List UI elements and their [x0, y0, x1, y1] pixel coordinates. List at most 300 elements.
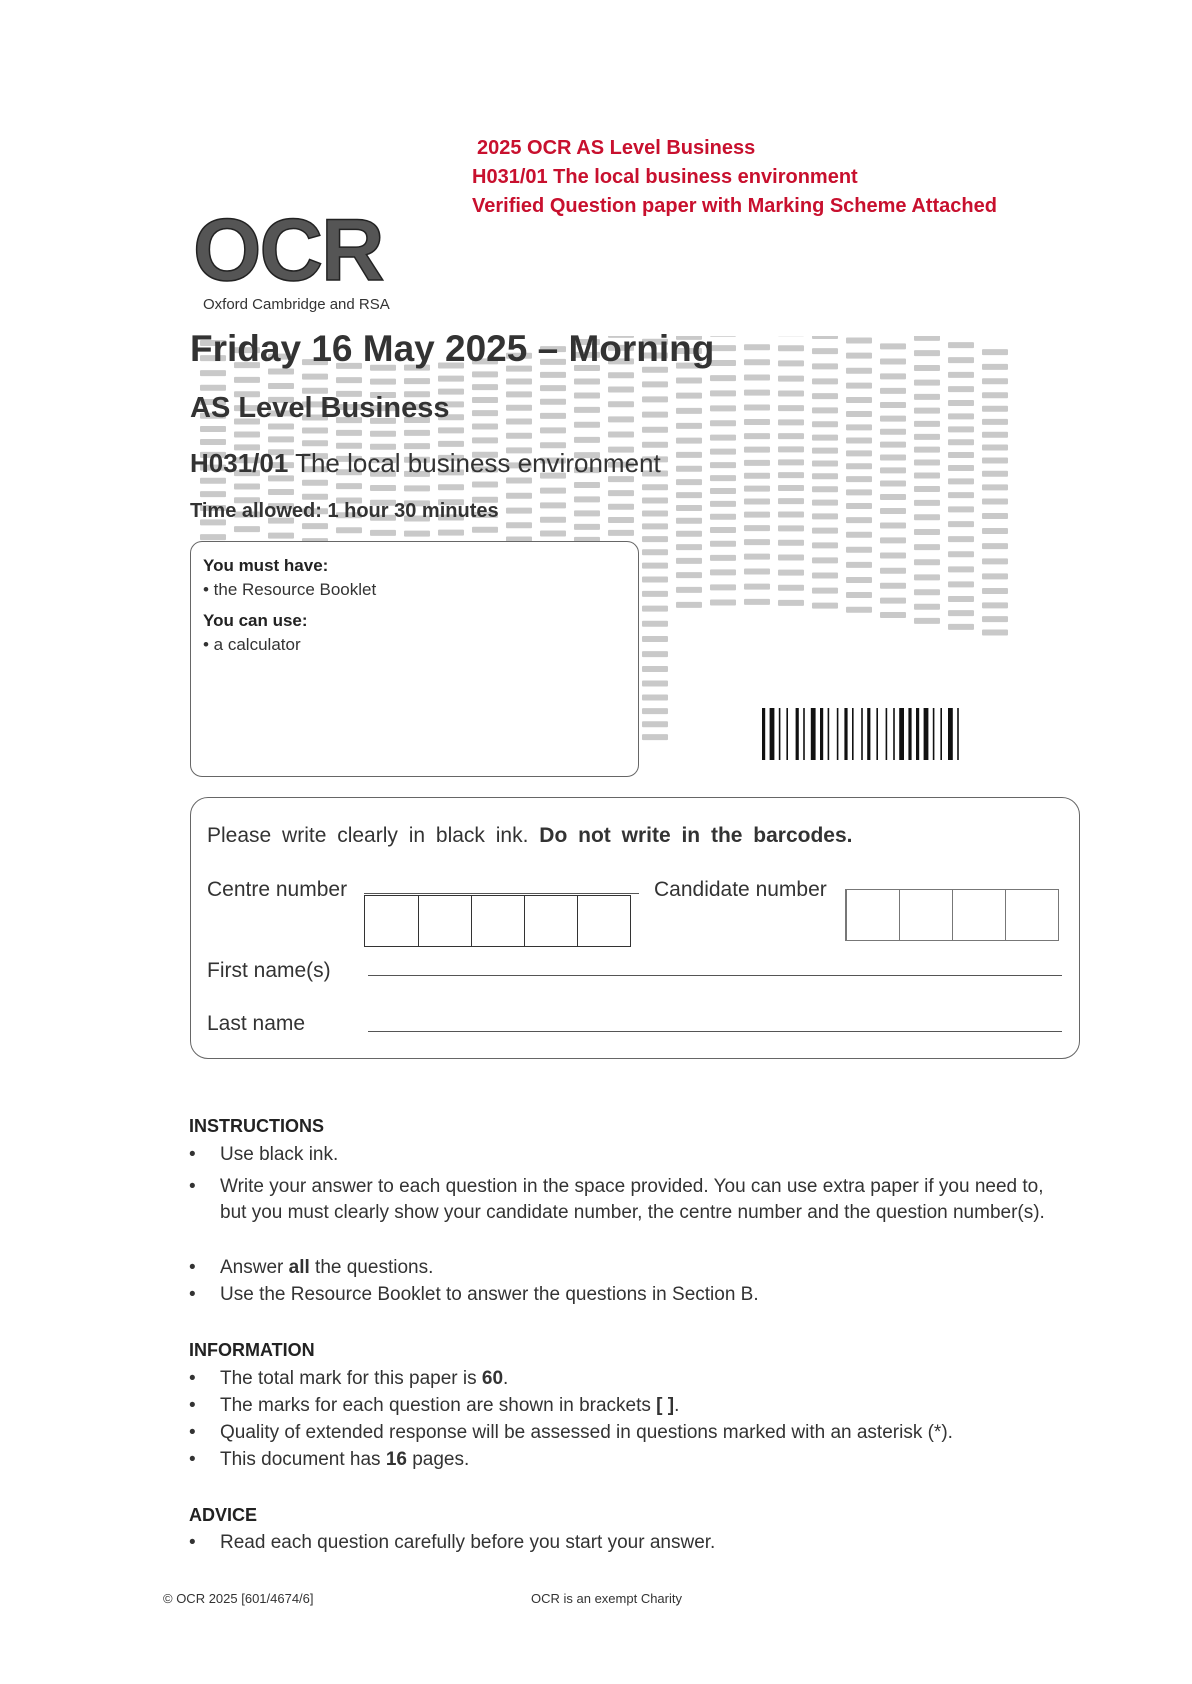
last-name-field[interactable]	[368, 1031, 1062, 1032]
instructions-heading: INSTRUCTIONS	[189, 1116, 324, 1136]
pattern-mark	[846, 411, 872, 417]
pattern-mark	[608, 432, 634, 438]
pattern-mark	[506, 418, 532, 424]
centre-number-top-rule	[364, 893, 639, 894]
pattern-mark	[642, 498, 668, 504]
pattern-mark	[642, 651, 668, 657]
pattern-mark	[846, 424, 872, 430]
first-name-field[interactable]	[368, 975, 1062, 976]
pattern-mark	[778, 345, 804, 351]
pattern-mark	[302, 494, 328, 500]
information-heading: INFORMATION	[189, 1340, 315, 1360]
pattern-mark	[778, 485, 804, 491]
barcode-bar	[837, 708, 839, 760]
pattern-mark	[982, 498, 1008, 504]
pattern-mark	[846, 476, 872, 482]
pattern-mark	[676, 518, 702, 524]
pattern-mark	[778, 525, 804, 531]
pattern-mark	[846, 503, 872, 509]
pattern-mark	[778, 459, 804, 465]
pattern-mark	[914, 589, 940, 595]
exam-code-line	[190, 448, 661, 479]
pattern-mark	[948, 413, 974, 419]
must-have-heading: You must have:	[203, 556, 329, 575]
pattern-mark	[948, 610, 974, 616]
candidate-digit-box[interactable]	[899, 890, 952, 940]
pattern-mark	[982, 588, 1008, 594]
pattern-mark	[574, 378, 600, 384]
pattern-mark	[710, 527, 736, 533]
pattern-mark	[846, 517, 872, 523]
pattern-mark	[744, 569, 770, 575]
barcode-bar	[886, 708, 888, 760]
pattern-mark	[574, 482, 600, 488]
footer-charity: OCR is an exempt Charity	[531, 1591, 682, 1606]
instruction-text: Use the Resource Booklet to answer the questions in Section B.	[220, 1284, 759, 1305]
pattern-mark	[880, 429, 906, 435]
barcode-bar	[899, 708, 904, 760]
pattern-mark	[574, 392, 600, 398]
pattern-mark	[370, 379, 396, 385]
pattern-mark	[642, 721, 668, 727]
pattern-mark	[642, 412, 668, 418]
pattern-mark	[778, 472, 804, 478]
pattern-mark	[472, 397, 498, 403]
pattern-mark	[812, 435, 838, 441]
pattern-mark	[982, 392, 1008, 398]
pattern-mark	[744, 584, 770, 590]
pattern-mark	[642, 591, 668, 597]
pattern-mark	[200, 491, 226, 497]
pattern-mark	[880, 442, 906, 448]
barcode	[758, 708, 1046, 768]
requirements-box	[190, 541, 639, 777]
pattern-mark	[540, 413, 566, 419]
pattern-mark	[778, 360, 804, 366]
pattern-mark	[676, 452, 702, 458]
pattern-mark	[642, 536, 668, 542]
instruction-text: Answer all the questions.	[220, 1257, 434, 1278]
exam-code: H031/01	[190, 448, 289, 478]
pattern-mark	[846, 577, 872, 583]
pattern-mark	[540, 502, 566, 508]
pattern-mark	[880, 467, 906, 473]
pattern-mark	[642, 510, 668, 516]
pattern-mark	[710, 375, 736, 381]
pattern-mark	[812, 336, 838, 339]
pattern-mark	[370, 485, 396, 491]
pattern-mark	[982, 457, 1008, 463]
logo-text: OCR	[193, 210, 383, 290]
pattern-mark	[948, 439, 974, 445]
pattern-mark	[880, 598, 906, 604]
pattern-mark	[744, 374, 770, 380]
pattern-mark	[846, 532, 872, 538]
barcode-bar	[893, 708, 895, 760]
pattern-mark	[574, 422, 600, 428]
candidate-number-label: Candidate number	[654, 878, 827, 901]
pattern-mark	[812, 460, 838, 466]
barcode-note: Do not write in the barcodes.	[539, 824, 853, 847]
exam-title: The local business environment	[295, 448, 661, 478]
pattern-mark	[880, 416, 906, 422]
pattern-mark	[676, 531, 702, 537]
can-use-heading: You can use:	[203, 611, 308, 630]
pattern-mark	[540, 399, 566, 405]
barcode-bar	[908, 708, 911, 760]
pattern-mark	[914, 380, 940, 386]
pattern-mark	[880, 388, 906, 394]
pattern-mark	[846, 438, 872, 444]
pattern-mark	[370, 431, 396, 437]
pattern-mark	[744, 498, 770, 504]
pattern-mark	[982, 349, 1008, 355]
pattern-mark	[438, 441, 464, 447]
pattern-mark	[574, 510, 600, 516]
pattern-mark	[812, 572, 838, 578]
pattern-mark	[642, 381, 668, 387]
pattern-mark	[642, 666, 668, 672]
pattern-mark	[812, 348, 838, 354]
barcode-bar	[940, 708, 942, 760]
pattern-mark	[948, 521, 974, 527]
footer-copyright: © OCR 2025 [601/4674/6]	[163, 1591, 314, 1606]
pattern-mark	[540, 531, 566, 537]
barcode-bar	[948, 708, 953, 760]
barcode-bar	[820, 708, 823, 760]
centre-number-grid[interactable]	[364, 895, 631, 947]
pattern-mark	[948, 551, 974, 557]
pattern-mark	[268, 533, 294, 539]
pattern-mark	[778, 419, 804, 425]
pattern-mark	[982, 513, 1008, 519]
pattern-mark	[268, 436, 294, 442]
pattern-mark	[710, 420, 736, 426]
pattern-mark	[846, 592, 872, 598]
barcode-bar	[861, 708, 863, 760]
pattern-mark	[914, 529, 940, 535]
pattern-mark	[540, 385, 566, 391]
pattern-mark	[472, 371, 498, 377]
pattern-mark	[948, 566, 974, 572]
ink-note: Please write clearly in black ink.	[207, 824, 529, 847]
pattern-mark	[880, 373, 906, 379]
pattern-mark	[812, 393, 838, 399]
pattern-mark	[880, 523, 906, 529]
pattern-mark	[404, 531, 430, 537]
pattern-mark	[948, 506, 974, 512]
barcode-bar	[867, 708, 870, 760]
pattern-mark	[914, 394, 940, 400]
information-text: Quality of extended response will be assessed in questions marked with an asterisk (*).	[220, 1422, 953, 1443]
pattern-mark	[540, 517, 566, 523]
barcode-bar	[844, 708, 847, 760]
centre-digit-box[interactable]	[577, 896, 630, 946]
pattern-mark	[846, 450, 872, 456]
pattern-mark	[778, 446, 804, 452]
pattern-mark	[642, 621, 668, 627]
pattern-mark	[676, 492, 702, 498]
pattern-mark	[744, 359, 770, 365]
pattern-mark	[676, 558, 702, 564]
pattern-mark	[846, 463, 872, 469]
pattern-mark	[948, 581, 974, 587]
candidate-digit-box[interactable]	[952, 890, 1005, 940]
pattern-mark	[778, 391, 804, 397]
information-text: The total mark for this paper is 60.	[220, 1368, 509, 1389]
pattern-mark	[982, 364, 1008, 370]
information-text: This document has 16 pages.	[220, 1449, 470, 1470]
pattern-mark	[880, 358, 906, 364]
pattern-mark	[710, 599, 736, 605]
pattern-mark	[948, 452, 974, 458]
barcode-bar	[811, 708, 816, 760]
pattern-mark	[642, 694, 668, 700]
pattern-mark	[642, 577, 668, 583]
pattern-mark	[914, 336, 940, 341]
pattern-mark	[438, 530, 464, 536]
pattern-mark	[778, 600, 804, 606]
pattern-mark	[438, 427, 464, 433]
can-use-item: • a calculator	[203, 635, 301, 654]
pattern-mark	[948, 357, 974, 363]
pattern-mark	[710, 405, 736, 411]
pattern-mark	[642, 549, 668, 555]
pattern-mark	[200, 370, 226, 376]
pattern-mark	[812, 588, 838, 594]
pattern-mark	[744, 525, 770, 531]
pattern-mark	[642, 523, 668, 529]
exam-date: Friday 16 May 2025 – Morning	[190, 328, 715, 369]
pattern-mark	[982, 602, 1008, 608]
centre-digit-box[interactable]	[365, 896, 418, 946]
pattern-mark	[744, 390, 770, 396]
pattern-mark	[948, 342, 974, 348]
pattern-mark	[302, 523, 328, 529]
pattern-mark	[880, 343, 906, 349]
candidate-digit-box[interactable]	[846, 890, 899, 940]
pattern-mark	[676, 544, 702, 550]
candidate-number-grid[interactable]	[845, 889, 1059, 941]
pattern-mark	[778, 433, 804, 439]
pattern-mark	[302, 427, 328, 433]
pattern-mark	[472, 482, 498, 488]
barcode-bar	[852, 708, 854, 760]
pattern-mark	[880, 481, 906, 487]
pattern-mark	[982, 630, 1008, 636]
pattern-mark	[404, 485, 430, 491]
pattern-mark	[744, 599, 770, 605]
pattern-mark	[778, 570, 804, 576]
pattern-mark	[914, 408, 940, 414]
pattern-mark	[642, 636, 668, 642]
pattern-mark	[642, 484, 668, 490]
pattern-mark	[880, 537, 906, 543]
pattern-mark	[676, 393, 702, 399]
pattern-mark	[846, 337, 872, 343]
pattern-mark	[676, 572, 702, 578]
first-name-label: First name(s)	[207, 959, 331, 982]
pattern-mark	[948, 624, 974, 630]
barcode-bar	[770, 708, 775, 760]
pattern-mark	[710, 541, 736, 547]
instruction-text: Write your answer to each question in the space provided. You can use extra paper if you need to, but you must clearly show your candidate number, the centre number and the question number(s).	[220, 1176, 1045, 1223]
pattern-mark	[948, 386, 974, 392]
pattern-mark	[302, 480, 328, 486]
header-line-2: H031/01 The local business environment	[472, 166, 858, 188]
pattern-mark	[404, 430, 430, 436]
pattern-mark	[778, 498, 804, 504]
pattern-mark	[608, 372, 634, 378]
pattern-mark	[982, 419, 1008, 425]
pattern-mark	[302, 374, 328, 380]
pattern-mark	[880, 508, 906, 514]
pattern-mark	[506, 433, 532, 439]
pattern-mark	[676, 423, 702, 429]
header-line-1: 2025 OCR AS Level Business	[477, 137, 756, 159]
pattern-mark	[472, 384, 498, 390]
pattern-mark	[574, 524, 600, 530]
pattern-mark	[506, 493, 532, 499]
pattern-mark	[710, 514, 736, 520]
pattern-mark	[676, 466, 702, 472]
pattern-mark	[914, 604, 940, 610]
pattern-mark	[914, 447, 940, 453]
time-allowed: Time allowed: 1 hour 30 minutes	[190, 500, 499, 522]
pattern-mark	[948, 478, 974, 484]
pattern-mark	[506, 508, 532, 514]
pattern-mark	[778, 585, 804, 591]
pattern-mark	[812, 363, 838, 369]
pattern-mark	[846, 547, 872, 553]
pattern-mark	[744, 539, 770, 545]
pattern-mark	[846, 383, 872, 389]
pattern-mark	[200, 439, 226, 445]
pattern-mark	[608, 517, 634, 523]
pattern-mark	[744, 512, 770, 518]
last-name-label: Last name	[207, 1012, 306, 1035]
pattern-mark	[812, 557, 838, 563]
red-header	[472, 134, 997, 221]
pattern-mark	[914, 434, 940, 440]
pattern-mark	[302, 440, 328, 446]
barcode-bar	[916, 708, 919, 760]
pattern-mark	[540, 427, 566, 433]
barcode-bar	[786, 708, 788, 760]
barcode-bar	[957, 708, 959, 760]
candidate-digit-box[interactable]	[1005, 890, 1058, 940]
pattern-mark	[948, 372, 974, 378]
pattern-mark	[778, 376, 804, 382]
pattern-mark	[914, 421, 940, 427]
pattern-mark	[744, 433, 770, 439]
barcode-bar	[876, 708, 878, 760]
pattern-mark	[710, 569, 736, 575]
header-line-3: Verified Question paper with Marking Scheme Attached	[472, 195, 997, 217]
barcode-bar	[762, 708, 765, 760]
centre-digit-box[interactable]	[418, 896, 471, 946]
pattern-mark	[200, 534, 226, 540]
pattern-mark	[914, 618, 940, 624]
pattern-mark	[846, 562, 872, 568]
centre-number-label: Centre number	[207, 878, 348, 901]
pattern-mark	[744, 419, 770, 425]
pattern-mark	[812, 421, 838, 427]
pattern-mark	[710, 475, 736, 481]
pattern-mark	[982, 484, 1008, 490]
pattern-mark	[982, 573, 1008, 579]
pattern-mark	[914, 514, 940, 520]
pattern-mark	[710, 501, 736, 507]
pattern-mark	[744, 447, 770, 453]
exam-level: AS Level Business	[190, 392, 450, 424]
pattern-mark	[710, 555, 736, 561]
pattern-mark	[812, 500, 838, 506]
pattern-mark	[234, 526, 260, 532]
pattern-mark	[948, 465, 974, 471]
pattern-mark	[744, 460, 770, 466]
pattern-mark	[472, 423, 498, 429]
pattern-mark	[234, 377, 260, 383]
pattern-mark	[982, 616, 1008, 622]
pattern-mark	[778, 511, 804, 517]
pattern-mark	[948, 536, 974, 542]
pattern-mark	[778, 540, 804, 546]
pattern-mark	[846, 489, 872, 495]
barcode-bar	[796, 708, 799, 760]
pattern-mark	[642, 563, 668, 569]
pattern-mark	[812, 407, 838, 413]
pattern-mark	[336, 377, 362, 383]
pattern-mark	[234, 432, 260, 438]
pattern-mark	[914, 500, 940, 506]
barcode-bar	[779, 708, 781, 760]
pattern-mark	[676, 505, 702, 511]
pattern-mark	[710, 462, 736, 468]
pattern-mark	[982, 558, 1008, 564]
pattern-mark	[642, 708, 668, 714]
centre-digit-box[interactable]	[524, 896, 577, 946]
pattern-mark	[812, 542, 838, 548]
pattern-mark	[676, 378, 702, 384]
pattern-mark	[506, 391, 532, 397]
pattern-mark	[642, 396, 668, 402]
pattern-mark	[982, 471, 1008, 477]
centre-digit-box[interactable]	[471, 896, 524, 946]
pattern-mark	[234, 483, 260, 489]
pattern-mark	[642, 427, 668, 433]
pattern-mark	[370, 530, 396, 536]
pattern-mark	[948, 596, 974, 602]
pattern-mark	[268, 383, 294, 389]
pattern-mark	[710, 584, 736, 590]
pattern-mark	[506, 378, 532, 384]
pattern-mark	[472, 410, 498, 416]
pattern-mark	[608, 416, 634, 422]
pattern-mark	[948, 426, 974, 432]
pattern-mark	[914, 544, 940, 550]
pattern-mark	[472, 437, 498, 443]
must-have-item: • the Resource Booklet	[203, 580, 377, 599]
barcode-bar	[933, 708, 935, 760]
pattern-mark	[676, 479, 702, 485]
pattern-mark	[200, 385, 226, 391]
pattern-mark	[914, 459, 940, 465]
pattern-mark	[676, 408, 702, 414]
pattern-mark	[812, 528, 838, 534]
pattern-mark	[880, 454, 906, 460]
pattern-mark	[982, 445, 1008, 451]
